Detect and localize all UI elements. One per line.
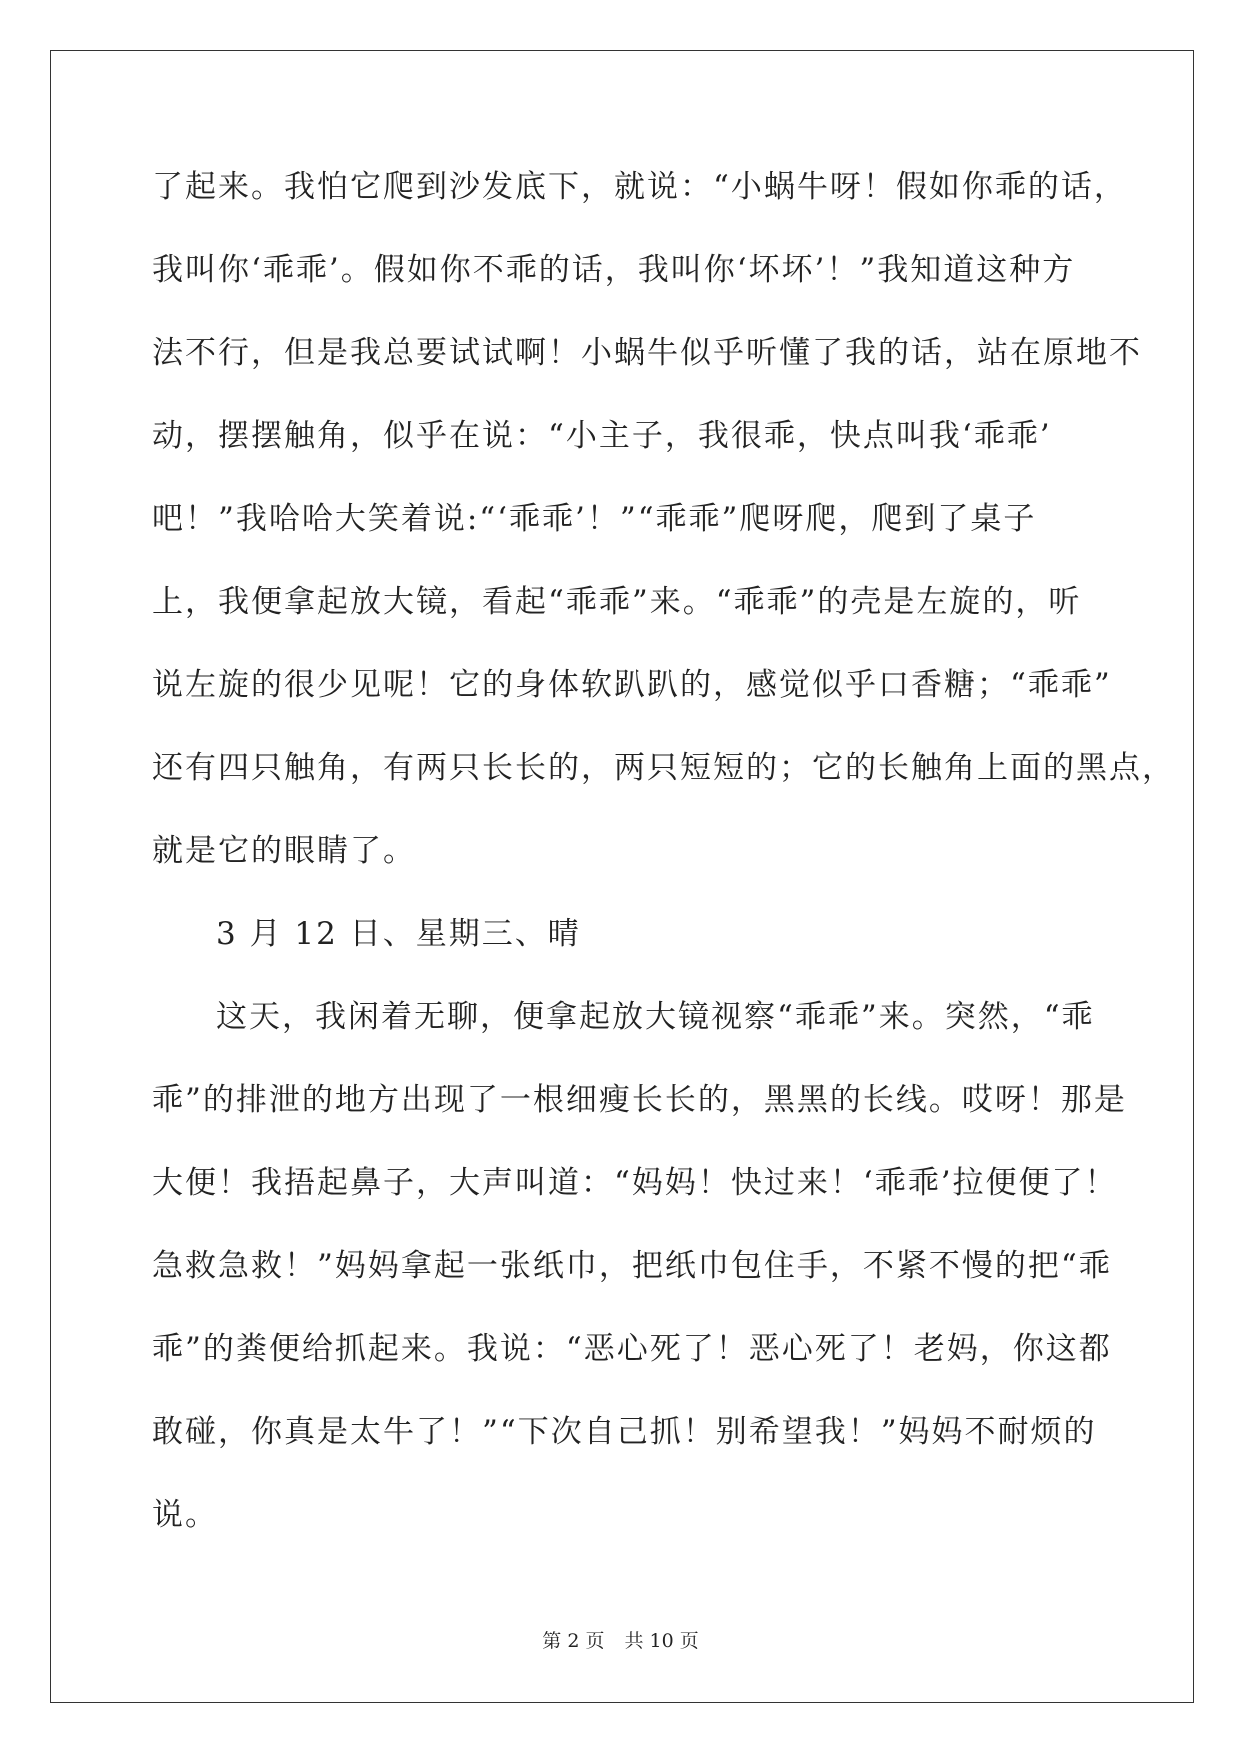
text-line: 乖”的排泄的地方出现了一根细瘦长长的，黑黑的长线。哎呀！那是: [152, 1082, 1127, 1118]
text-line: 动，摆摆触角，似乎在说：“小主子，我很乖，快点叫我‘乖乖’: [152, 418, 1052, 454]
text-line: 我叫你‘乖乖’。假如你不乖的话，我叫你‘坏坏’！”我知道这种方: [152, 252, 1076, 288]
text-line: 说。: [152, 1497, 218, 1533]
text-line: 敢碰，你真是太牛了！”“下次自己抓！别希望我！”妈妈不耐烦的: [152, 1414, 1097, 1450]
date-heading: 3 月 12 日、星期三、晴: [216, 916, 581, 952]
text-line: 大便！我捂起鼻子，大声叫道：“妈妈！快过来！‘乖乖’拉便便了！: [152, 1165, 1118, 1201]
document-body: [152, 168, 1175, 1579]
text-line: 还有四只触角，有两只长长的，两只短短的；它的长触角上面的黑点，: [152, 750, 1175, 786]
text-line: 乖”的粪便给抓起来。我说：“恶心死了！恶心死了！老妈，你这都: [152, 1331, 1112, 1367]
text-line: 说左旋的很少见呢！它的身体软趴趴的，感觉似乎口香糖；“乖乖”: [152, 667, 1112, 703]
page-total: 共 10 页: [624, 1630, 699, 1652]
text-line: 了起来。我怕它爬到沙发底下，就说：“小蜗牛呀！假如你乖的话，: [152, 169, 1127, 205]
text-line: 急救急救！”妈妈拿起一张纸巾，把纸巾包住手，不紧不慢的把“乖: [152, 1248, 1112, 1284]
text-line: 吧！”我哈哈大笑着说:“‘乖乖’！”“乖乖”爬呀爬，爬到了桌子: [152, 501, 1037, 537]
page-number: 第 2 页: [542, 1630, 605, 1652]
paragraph-start: 这天，我闲着无聊，便拿起放大镜视察“乖乖”来。突然，“乖: [216, 999, 1095, 1035]
text-line: 法不行，但是我总要试试啊！小蜗牛似乎听懂了我的话，站在原地不: [152, 335, 1142, 371]
text-line: 就是它的眼睛了。: [152, 833, 416, 869]
text-line: 上，我便拿起放大镜，看起“乖乖”来。“乖乖”的壳是左旋的，听: [152, 584, 1082, 620]
page-footer: [0, 1626, 1241, 1653]
